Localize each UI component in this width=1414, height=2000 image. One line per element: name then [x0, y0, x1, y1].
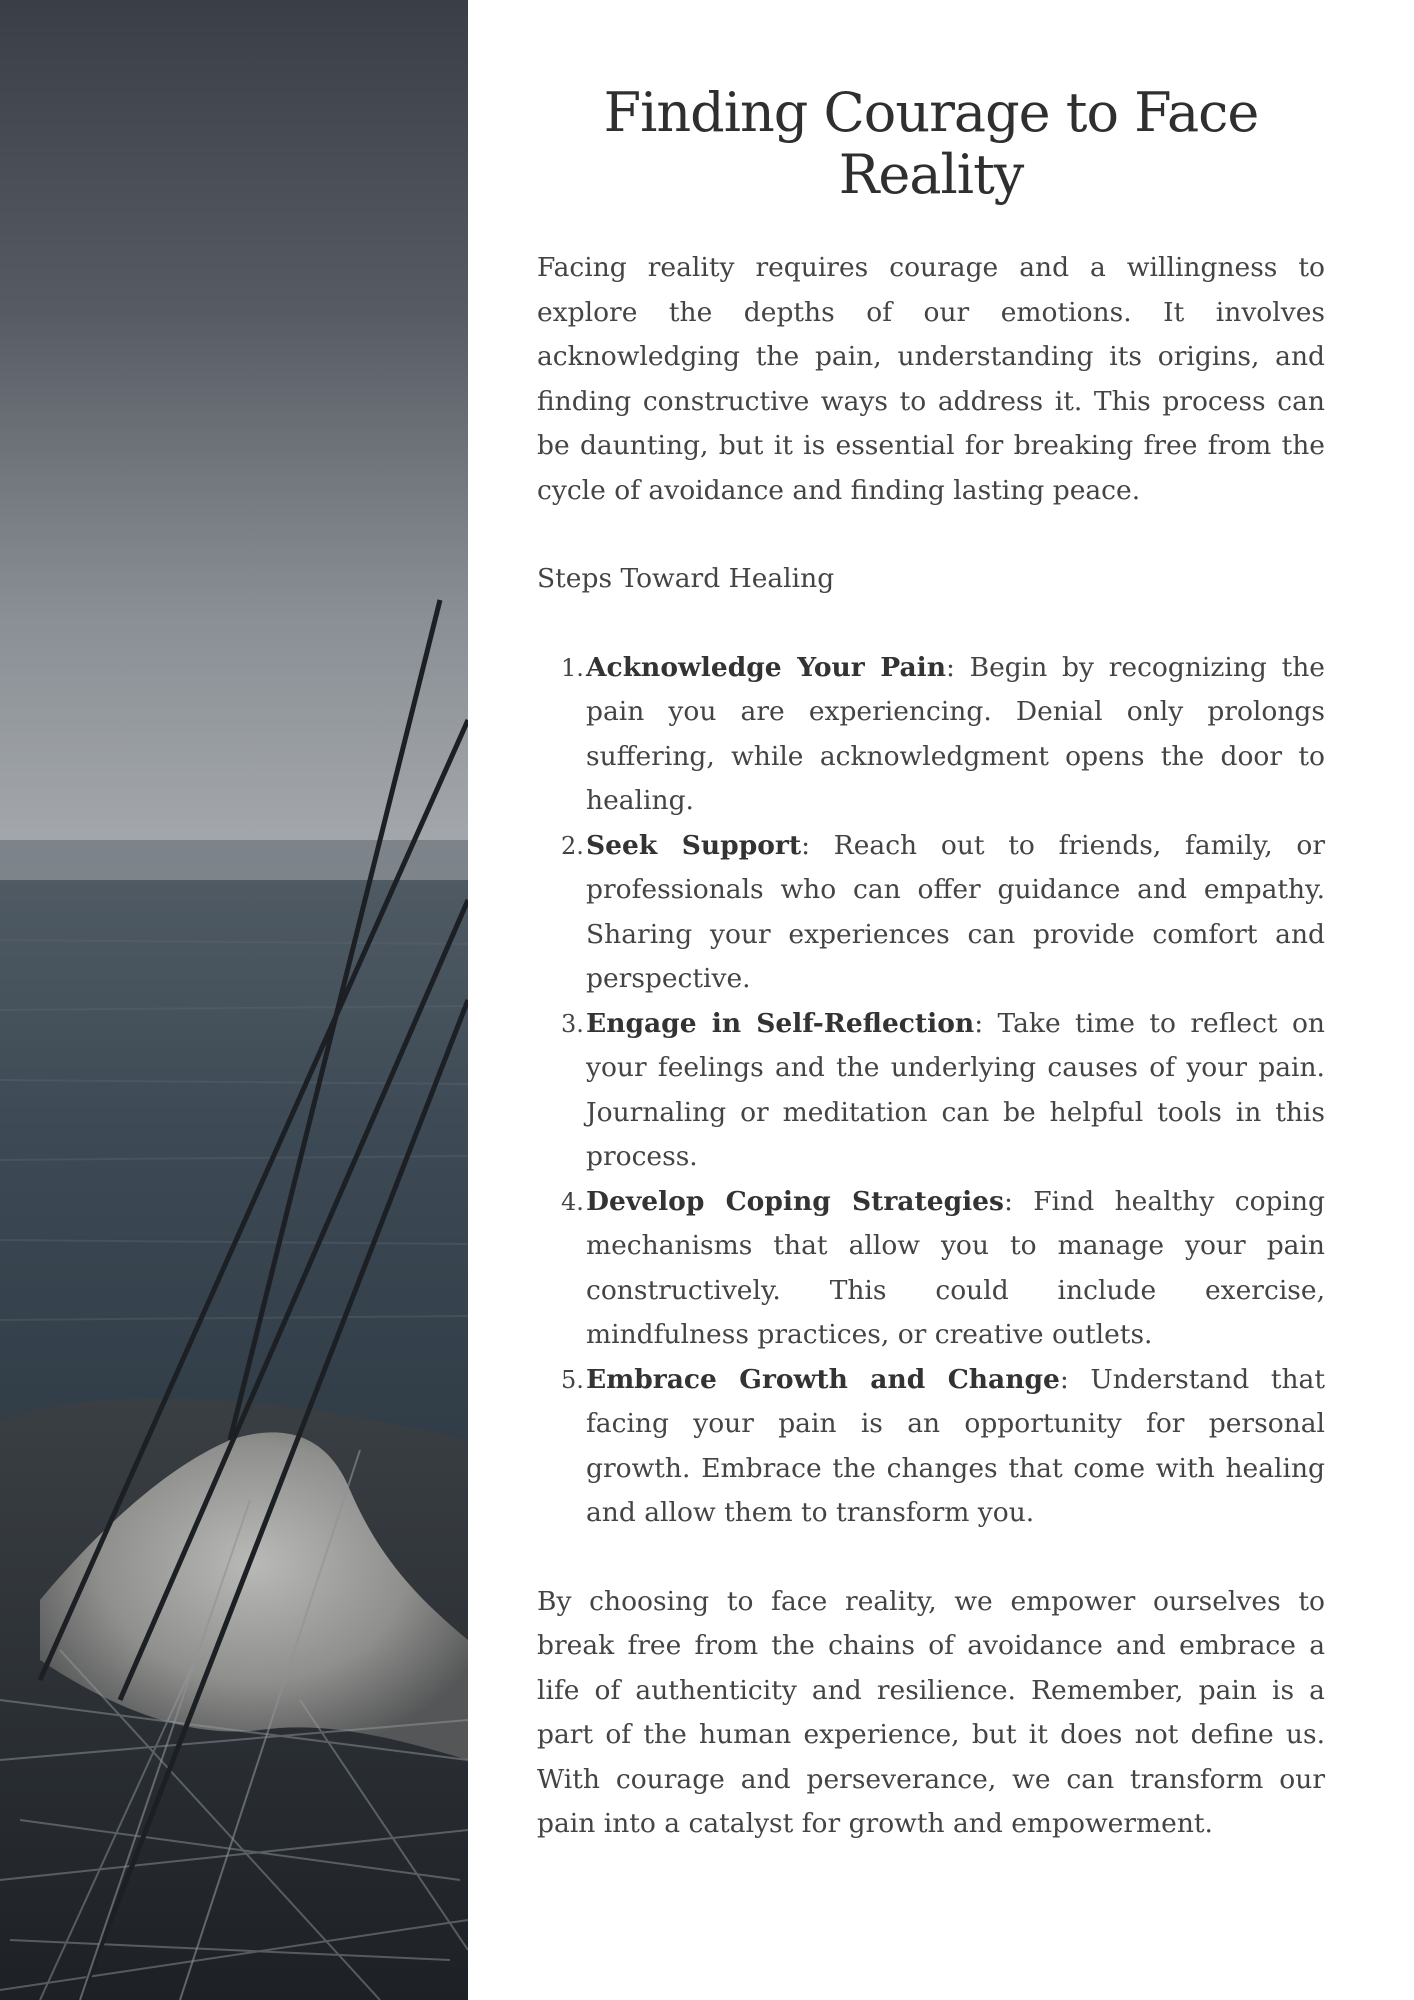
step-number: 4.: [561, 1187, 584, 1216]
step-title: Acknowledge Your Pain: [586, 651, 946, 683]
step-title: Engage in Self-Reflection: [586, 1007, 975, 1039]
step-number: 5.: [561, 1365, 584, 1394]
list-item: [537, 1180, 1325, 1358]
step-number: 3.: [561, 1009, 584, 1038]
step-text: : Begin by recognizing the pain you are experiencing. Denial only prolongs suffering, while acknowledgment opens the door to healing.: [586, 651, 1325, 816]
steps-heading: Steps Toward Healing: [537, 563, 835, 594]
cover-photo: [0, 0, 468, 2000]
intro-paragraph: Facing reality requires courage and a willingness to explore the depths of our emotions. It involves acknowledging the pain, understanding its origins, and finding constructive ways to address it. This process can be daunting, but it is essential for breaking free from the cycle of avoidance and finding lasting peace.: [537, 252, 1325, 506]
step-text: : Take time to reflect on your feelings and the underlying causes of your pain. Journaling or meditation can be helpful tools in this process.: [586, 1007, 1325, 1172]
step-title: Embrace Growth and Change: [586, 1363, 1060, 1395]
step-number: 2.: [561, 831, 584, 860]
list-item: [537, 1002, 1325, 1180]
article: [537, 82, 1325, 1847]
closing-paragraph: By choosing to face reality, we empower ourselves to break free from the chains of avoidance and embrace a life of authenticity and resilience. Remember, pain is a part of the human experience, but it does not define us. With courage and perseverance, we can transform our pain into a catalyst for growth and empowerment.: [537, 1585, 1325, 1839]
list-item: [537, 1358, 1325, 1536]
step-text: : Find healthy coping mechanisms that allow you to manage your pain constructively. This could include exercise, mindfulness practices, or creative outlets.: [586, 1185, 1325, 1350]
steps-list: [537, 646, 1325, 1536]
step-title: Develop Coping Strategies: [586, 1185, 1004, 1217]
step-title: Seek Support: [586, 829, 802, 861]
step-number: 1.: [561, 653, 584, 682]
page-title: Finding Courage to Face Reality: [603, 81, 1259, 206]
step-text: : Reach out to friends, family, or professionals who can offer guidance and empathy. Sharing your experiences can provide comfort and perspective.: [586, 829, 1325, 994]
list-item: [537, 646, 1325, 824]
seascape-photo-illustration: [0, 0, 468, 2000]
step-text: : Understand that facing your pain is an opportunity for personal growth. Embrace the changes that come with healing and allow them to transform you.: [586, 1363, 1325, 1528]
list-item: [537, 824, 1325, 1002]
